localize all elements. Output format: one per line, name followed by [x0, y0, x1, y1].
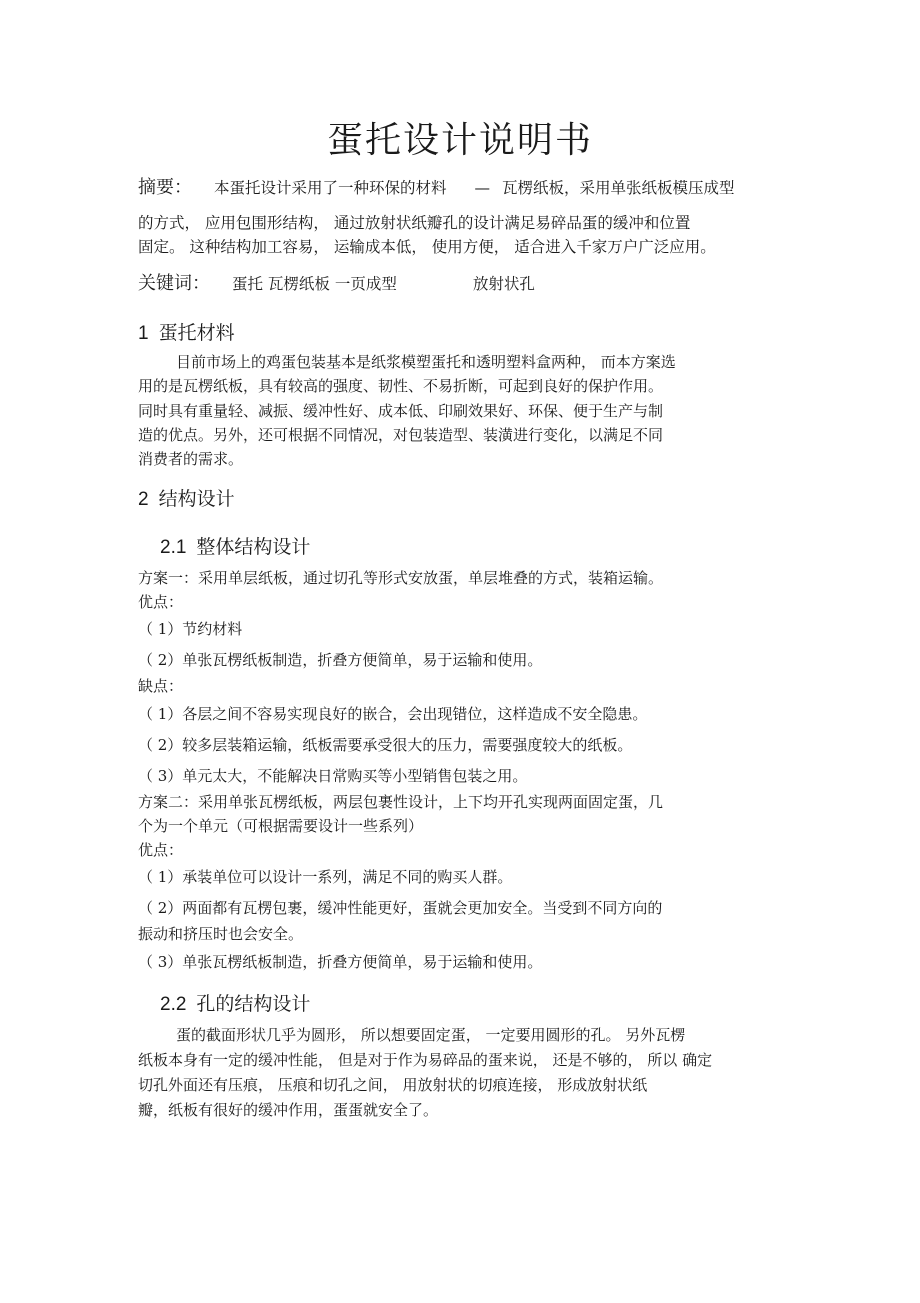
section-2-1-number: 2.1 [160, 537, 187, 558]
keywords-line [138, 274, 535, 294]
plan-1-cons-label: 缺点： [138, 677, 184, 695]
plan-1-text: 方案一：采用单层纸板，通过切孔等形式安放蛋，单层堆叠的方式，装箱运输。 [138, 569, 664, 587]
plan-2-pro-2a: （ 2）两面都有瓦楞包裹，缓冲性能更好，蛋就会更加安全。当受到不同方向的 [138, 899, 663, 917]
plan-2-pro-1: （ 1）承装单位可以设计一系列，满足不同的购买人群。 [138, 868, 513, 886]
plan-2-pro-3: （ 3）单张瓦楞纸板制造，折叠方便简单，易于运输和使用。 [138, 953, 543, 971]
section-1-para-2: 用的是瓦楞纸板，具有较高的强度、韧性、不易折断，可起到良好的保护作用。 [138, 377, 664, 395]
plan-2-text-a: 方案二：采用单张瓦楞纸板，两层包裹性设计，上下均开孔实现两面固定蛋，几 [138, 793, 664, 811]
keywords-items: 蛋托 瓦楞纸板 一页成型 [232, 275, 397, 293]
abstract-text-1: 本蛋托设计采用了一种环保的材料 [214, 179, 447, 197]
plan-2-pros-label: 优点： [138, 841, 184, 859]
plan-1-pros-label: 优点： [138, 593, 184, 611]
keywords-label: 关键词： [138, 273, 210, 294]
plan-1-pro-1: （ 1）节约材料 [138, 620, 243, 638]
section-2-number: 2 [138, 489, 149, 510]
section-2-2-title: 孔的结构设计 [196, 993, 311, 1015]
section-1-para-4: 造的优点。另外，还可根据不同情况，对包装造型、装潢进行变化，以满足不同 [138, 426, 664, 444]
abstract-label: 摘要： [138, 177, 192, 198]
abstract-line-2: 的方式， 应用包围形结构， 通过放射状纸瓣孔的设计满足易碎品蛋的缓冲和位置 [138, 214, 691, 232]
section-2-title: 结构设计 [158, 488, 235, 510]
plan-1-con-2: （ 2）较多层装箱运输，纸板需要承受很大的压力，需要强度较大的纸板。 [138, 736, 633, 754]
keywords-last: 放射状孔 [472, 275, 535, 293]
section-2-2-para-3: 切孔外面还有压痕， 压痕和切孔之间， 用放射状的切痕连接， 形成放射状纸 [138, 1076, 648, 1094]
section-1-para-5: 消费者的需求。 [138, 450, 244, 468]
section-2-2-para-4: 瓣，纸板有很好的缓冲作用，蛋蛋就安全了。 [138, 1101, 439, 1119]
section-1-number: 1 [138, 323, 149, 344]
abstract-text-1b: 瓦楞纸板，采用单张纸板模压成型 [502, 179, 735, 197]
section-2-2-para-2: 纸板本身有一定的缓冲性能， 但是对于作为易碎品的蛋来说， 还是不够的， 所以 确定 [138, 1051, 713, 1069]
section-1-para-1: 目前市场上的鸡蛋包装基本是纸浆模塑蛋托和透明塑料盒两种， 而本方案选 [176, 353, 676, 371]
plan-1-con-3: （ 3）单元太大，不能解决日常购买等小型销售包装之用。 [138, 767, 528, 785]
abstract-line-3: 固定。 这种结构加工容易， 运输成本低， 使用方便， 适合进入千家万户广泛应用。 [138, 238, 716, 256]
abstract-line-1 [138, 178, 735, 198]
section-2-1-heading [160, 532, 310, 559]
document-title: 蛋托设计说明书 [326, 120, 593, 161]
section-1-heading [138, 318, 235, 345]
section-1-para-3: 同时具有重量轻、减振、缓冲性好、成本低、印刷效果好、环保、便于生产与制 [138, 402, 664, 420]
section-2-heading [138, 484, 235, 511]
plan-1-con-1: （ 1）各层之间不容易实现良好的嵌合，会出现错位，这样造成不安全隐患。 [138, 705, 648, 723]
section-2-2-para-1: 蛋的截面形状几乎为圆形， 所以想要固定蛋， 一定要用圆形的孔。 另外瓦楞 [176, 1026, 686, 1044]
plan-1-pro-2: （ 2）单张瓦楞纸板制造，折叠方便简单，易于运输和使用。 [138, 651, 543, 669]
plan-2-text-b: 个为一个单元（可根据需要设计一些系列） [138, 817, 424, 835]
section-2-2-number: 2.2 [160, 994, 187, 1015]
plan-2-pro-2b: 振动和挤压时也会安全。 [138, 925, 304, 943]
section-2-1-title: 整体结构设计 [196, 536, 311, 558]
section-2-2-heading [160, 989, 310, 1016]
abstract-dash: — [474, 179, 491, 197]
section-1-title: 蛋托材料 [158, 322, 235, 344]
